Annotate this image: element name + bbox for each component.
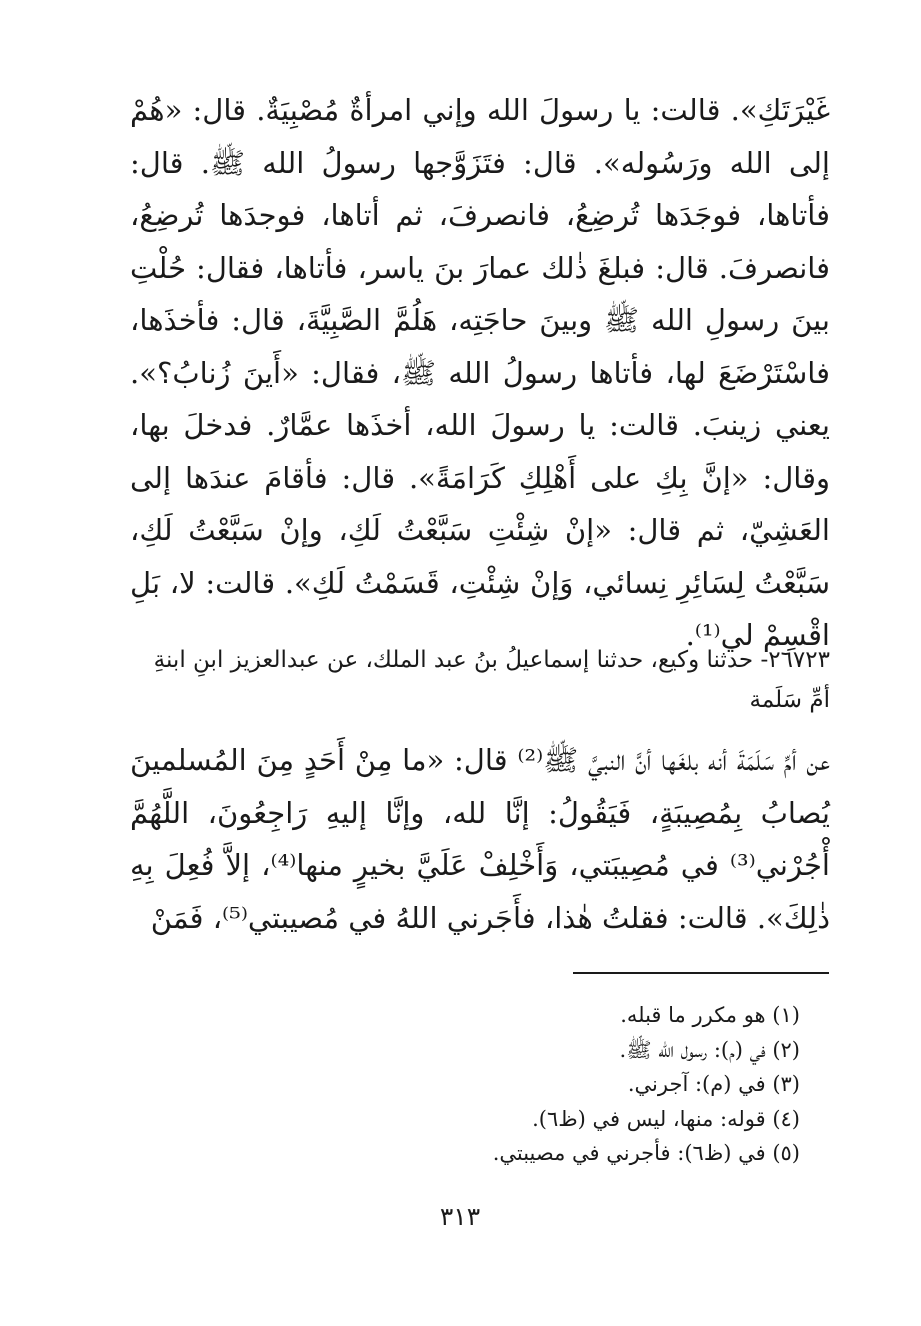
main-text-block: [130, 84, 830, 662]
footnote-item: (٥) في (ظ٦): فأجرني في مصيبتي.: [492, 1141, 800, 1165]
footnote-item: (١) هو مكرر ما قبله.: [620, 1003, 800, 1027]
hadith-chain-of-narration: [130, 640, 830, 720]
footnote-item: (٢) في (م): رسول الله ﷺ.: [619, 1037, 800, 1062]
hadith-text-block: [130, 734, 860, 944]
footnotes-list: [130, 998, 800, 1171]
hadith-chain-text: ٢٦٧٢٣- حدثنا وكيع، حدثنا إسماعيلُ بنُ عبد الملك، عن عبدالعزيز ابنِ ابنةِ أمِّ سَلَمة: [153, 647, 830, 713]
hadith-paragraph: عن أمِّ سَلَمَةَ أنه بلغَها أنَّ النبيَّ ﷺ⁽²⁾ قال: «ما مِنْ أَحَدٍ مِنَ المُسلمينَ يُصابُ بِمُصِيبَةٍ، فَيَقُولُ: إنَّا لله، وإنَّا إليهِ رَاجِعُونَ، اللَّهُمَّ أْجُرْني⁽³⁾ في مُصِيبَتي، وَأَخْلِفْ عَلَيَّ بخيرٍ منها⁽⁴⁾، إلاَّ فُعِلَ بِهِ ذٰلِكَ». قالت: فقلتُ هٰذا، فأَجَرني اللهُ في مُصيبتي⁽⁵⁾، فَمَنْ: [130, 743, 831, 935]
main-paragraph: غَيْرَتَكِ». قالت: يا رسولَ الله وإني امرأةٌ مُصْبِيَةٌ. قال: «هُمْ إلى الله ورَسُوله». قال: فتَزَوَّجها رسولُ الله ﷺ. قال: فأتاها، فوجَدَها تُرضِعُ، فانصرفَ، ثم أتاها، فوجدَها تُرضِعُ، فانصرفَ. قال: فبلغَ ذٰلك عمارَ بنَ ياسر، فأتاها، فقال: حُلْتِ بينَ رسولِ الله ﷺ وبينَ حاجَتِه، هَلُمَّ الصَّبِيَّةَ، قال: فأخذَها، فاسْتَرْضَعَ لها، فأتاها رسولُ الله ﷺ، فقال: «أَينَ زُنابُ؟». يعني زينبَ. قالت: يا رسولَ الله، أخذَها عمَّارٌ. فدخلَ بها، وقال: «إنَّ بِكِ على أَهْلِكِ كَرَامَةً». قال: فأقامَ عندَها إلى العَشِيّ، ثم قال: «إنْ شِئْتِ سَبَّعْتُ لَكِ، وإنْ سَبَّعْتُ لَكِ، سَبَّعْتُ لِسَائِرِ نِسائي، وَإنْ شِئْتِ، قَسَمْتُ لَكِ». قالت: لا، بَلِ اقْسِمْ لي⁽¹⁾.: [130, 93, 831, 652]
footnote-item: (٣) في (م): آجرني.: [627, 1072, 800, 1096]
page-number: ٣١٣: [439, 1202, 481, 1231]
footnote-divider: [573, 972, 829, 974]
footnote-item: (٤) قوله: منها، ليس في (ظ٦).: [532, 1106, 800, 1131]
